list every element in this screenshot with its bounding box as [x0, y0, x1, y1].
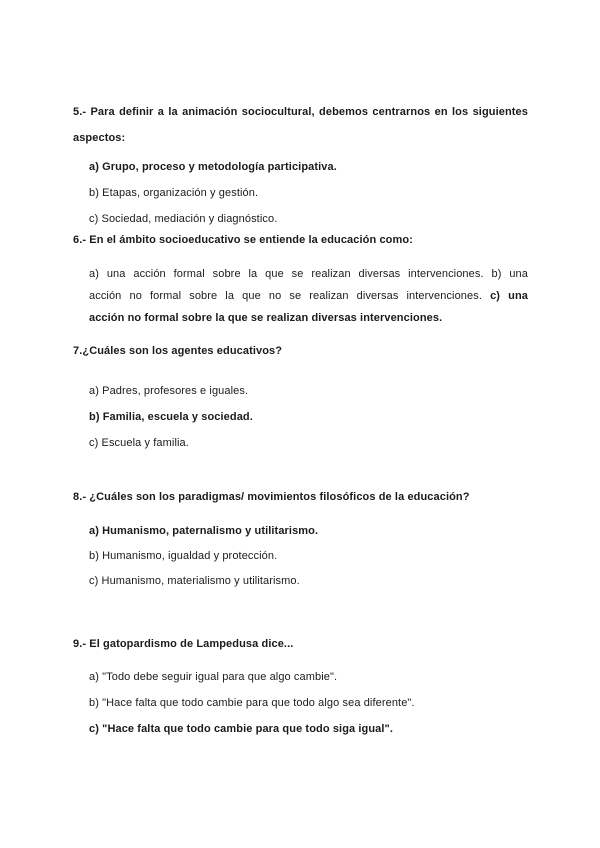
question-6-line-1-text: a) una acción formal sobre la que se realizan diversas intervenciones. b) una [89, 268, 528, 280]
question-5-option-a: a) Grupo, proceso y metodología participativa. [89, 161, 337, 173]
question-6-heading: 6.- En el ámbito socioeducativo se entiende la educación como: [73, 234, 413, 246]
question-9-option-b: b) "Hace falta que todo cambie para que todo algo sea diferente". [89, 697, 415, 709]
question-8-option-c: c) Humanismo, materialismo y utilitarismo. [89, 575, 300, 587]
question-block-5 [73, 99, 528, 232]
question-8-heading: 8.- ¿Cuáles son los paradigmas/ movimientos filosóficos de la educación? [73, 491, 470, 503]
question-6-answers-line-2 [89, 285, 528, 307]
question-5-options [73, 154, 528, 232]
question-6-answers-line-1 [89, 263, 528, 285]
question-block-7 [73, 338, 528, 456]
question-7-option-c: c) Escuela y familia. [89, 437, 189, 449]
question-5-heading-line-2: aspectos: [73, 132, 126, 144]
question-9-option-c: c) "Hace falta que todo cambie para que todo siga igual". [89, 723, 394, 735]
question-8-option-b: b) Humanismo, igualdad y protección. [89, 550, 278, 562]
question-9-heading: 9.- El gatopardismo de Lampedusa dice... [73, 638, 294, 650]
question-6-line-2-normal: acción no formal sobre la que no se realizan diversas intervenciones. [89, 290, 491, 302]
question-block-8 [73, 484, 528, 594]
question-5-option-b: b) Etapas, organización y gestión. [89, 187, 259, 199]
question-block-9 [73, 631, 528, 742]
question-7-heading: 7.¿Cuáles son los agentes educativos? [73, 345, 283, 357]
question-6-answers-line-3: acción no formal sobre la que se realizan diversas intervenciones. [89, 312, 443, 324]
question-8-option-a: a) Humanismo, paternalismo y utilitarismo. [89, 525, 319, 537]
question-6-answers-paragraph [89, 263, 528, 329]
question-8-options [73, 519, 528, 594]
question-9-option-a: a) "Todo debe seguir igual para que algo cambie". [89, 671, 338, 683]
question-6-line-2-bold: c) una [490, 290, 528, 302]
question-7-options [73, 378, 528, 456]
question-5-option-c: c) Sociedad, mediación y diagnóstico. [89, 213, 278, 225]
question-7-option-b: b) Familia, escuela y sociedad. [89, 411, 253, 423]
question-block-6 [73, 227, 528, 329]
question-9-options [73, 664, 528, 742]
question-5-heading-line-1: 5.- Para definir a la animación sociocultural, debemos centrarnos en los siguientes [73, 106, 528, 118]
question-7-option-a: a) Padres, profesores e iguales. [89, 385, 249, 397]
